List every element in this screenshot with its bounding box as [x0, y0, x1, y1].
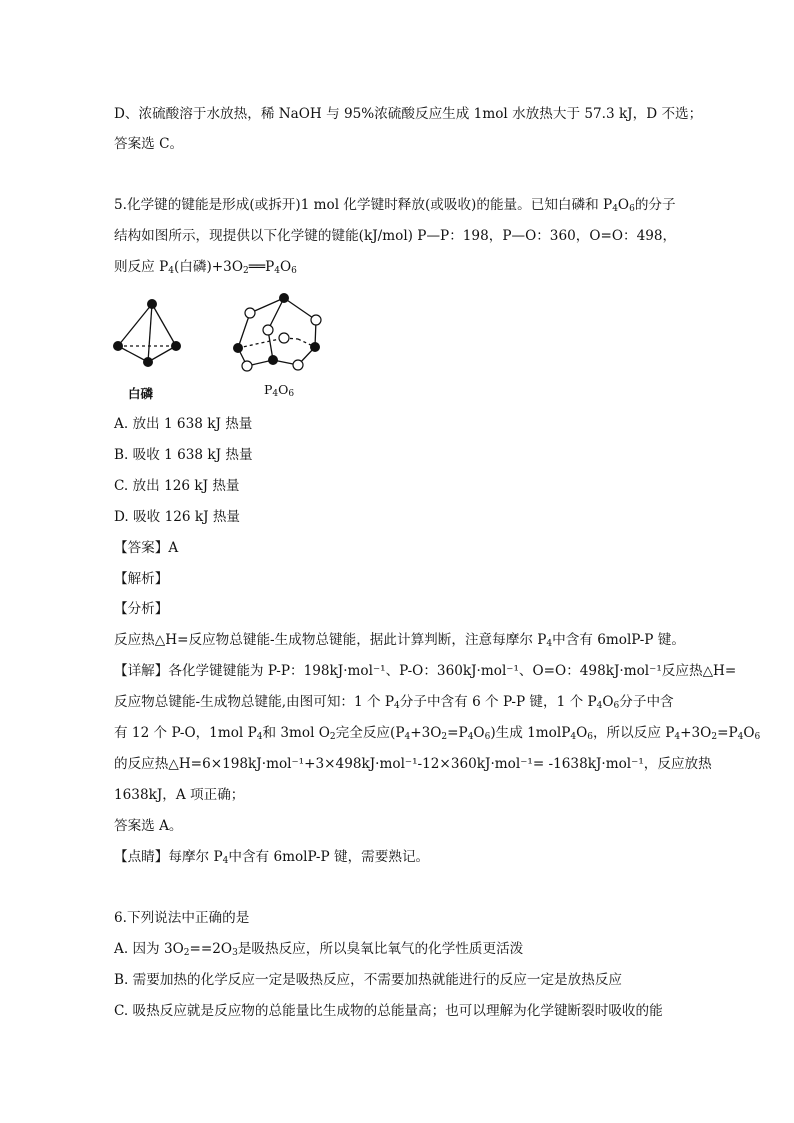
q6-option-a: A. 因为 $3O_2==2O_3$是吸热反应，所以臭氧比氧气的化学性质更活泼 [114, 941, 524, 958]
q6-option-b: B. 需要加热的化学反应一定是吸热反应，不需要加热就能进行的反应一定是放热反应 [114, 972, 623, 988]
white-phosphorus-structure [118, 304, 176, 362]
q6-option-c: C. 吸热反应就是反应物的总能量比生成物的总能量高；也可以理解为化学键断裂时吸收的能 [114, 1003, 663, 1019]
q5-answer2: 答案选 A。 [114, 818, 183, 834]
q5-line3: 则反应 $P_4$(白磷)$+3O_2══P_4O_6$ [114, 259, 297, 276]
q6-title: 6.下列说法中正确的是 [114, 910, 250, 926]
q5-fenxi-text: 反应热△H=反应物总键能-生成物总键能，据此计算判断，注意每摩尔 $P_4$中含有 6molP-P 键。 [114, 632, 685, 649]
q5-dianjing: 【点睛】每摩尔 $P_4$中含有 6molP-P 键，需要熟记。 [114, 849, 430, 866]
q5-line2: 结构如图所示，现提供以下化学键的键能(kJ/mol) P—P：198，P—O：360，O=O：498， [114, 228, 677, 244]
q5-detail-line2: 反应物总键能-生成物总键能,由图可知：1 个 $P_4$分子中含有 6 个 P-P 键，1 个 $P_4O_6$分子中含 [114, 694, 674, 711]
q5-detail-line5: 1638kJ，A 项正确； [114, 787, 245, 803]
q5-detail-line3: 有 12 个 P-O，1mol $P_4$和 3mol $O_2$完全反应$(P_4+3O_2=P_4O_6)$生成 $1molP_4O_6$，所以反应 $P_4+3O_2=P_4O_6$ [114, 725, 761, 742]
q5-option-b: B. 吸收 1 638 kJ 热量 [114, 447, 253, 463]
q5-detail-line1: 【详解】各化学键键能为 P-P：198kJ·mol⁻¹、P-O：360kJ·mol⁻¹、O=O：498kJ·mol⁻¹反应热△H= [114, 663, 737, 679]
prev-answer: 答案选 C。 [114, 136, 184, 152]
molecule-figure [108, 290, 348, 380]
q5-option-a: A. 放出 1 638 kJ 热量 [114, 416, 253, 432]
figure-label-white-phosphorus: 白磷 [128, 386, 154, 401]
q5-option-d: D. 吸收 126 kJ 热量 [114, 509, 241, 525]
q5-fenxi-tag: 【分析】 [114, 601, 169, 617]
q5-option-c: C. 放出 126 kJ 热量 [114, 478, 240, 494]
q5-answer-tag: 【答案】A [114, 540, 179, 556]
q5-line1: 5.化学键的键能是形成(或拆开)1 mol 化学键时释放(或吸收)的能量。已知白磷和 $P_4O_6$的分子 [114, 197, 676, 214]
q5-jiexi-tag: 【解析】 [114, 571, 169, 587]
q5-detail-line4: 的反应热△H=6×198kJ·mol⁻¹+3×498kJ·mol⁻¹-12×360kJ·mol⁻¹= -1638kJ·mol⁻¹，反应放热 [114, 756, 712, 772]
figure-label-p4o6: $P_4O_6$ [264, 382, 295, 399]
prev-option-d: D、浓硫酸溶于水放热，稀 NaOH 与 95%浓硫酸反应生成 1mol 水放热大于 57.3 kJ，D 不选； [114, 106, 703, 122]
